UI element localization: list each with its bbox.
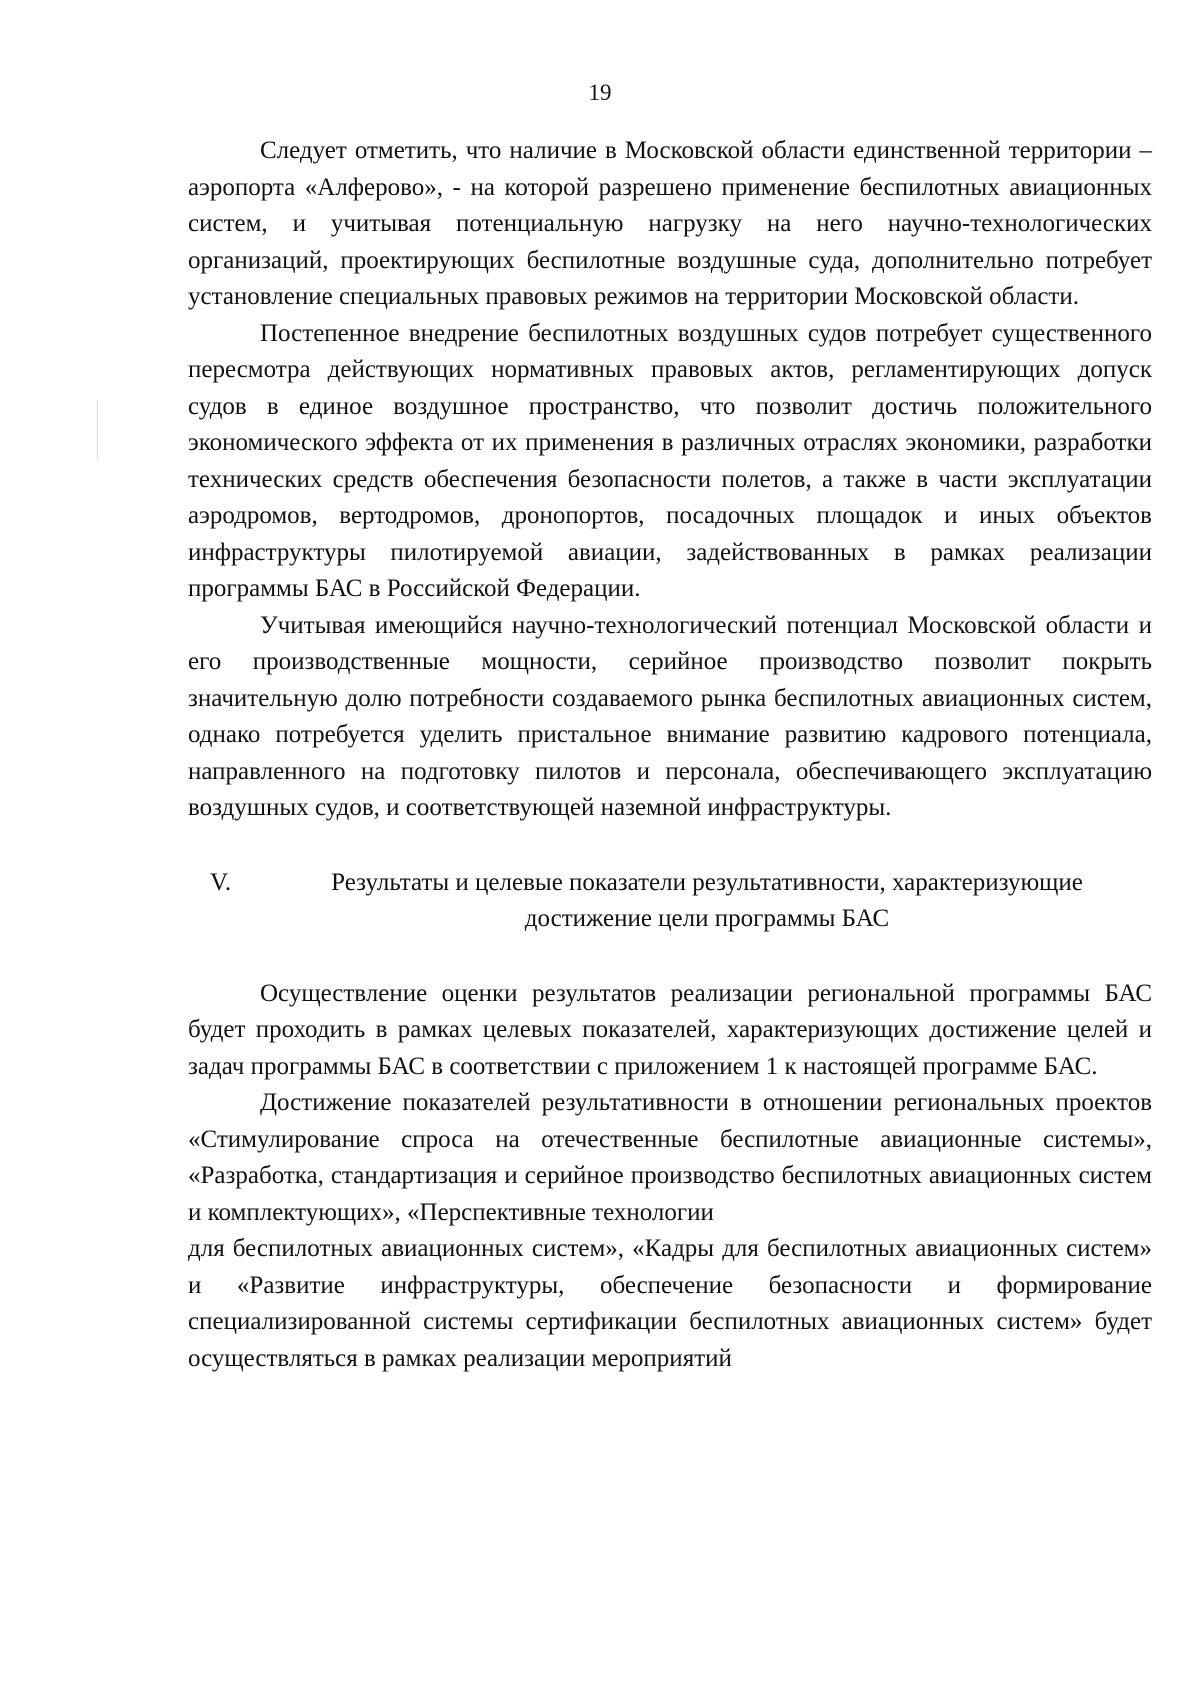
- paragraph-4: Осуществление оценки результатов реализации региональной программы БАС будет проходить в рамках целевых показателей, характеризующих достижение целей и задач программы БАС в соответствии с приложением 1 к настоящей программе БАС.: [188, 979, 1152, 1080]
- paragraph-3: Учитывая имеющийся научно-технологический потенциал Московской области и его производственные мощности, серийное производство позволит покрыть значительную долю потребности создаваемого рынка беспилотных авиационных систем, однако потребуется уделить пристальное внимание развитию кадрового потенциала, направленного на подготовку пилотов и персонала, обеспечивающего эксплуатацию воздушных судов, и соответствующей наземной инфраструктуры.: [188, 611, 1152, 821]
- paragraph-5: Достижение показателей результативности в отношении региональных проектов «Стимулирование спроса на отечественные беспилотные авиационные системы», «Разработка, стандартизация и серийное производство беспилотных авиационных систем и комплектующих», «Перспективные технологии: [188, 1089, 1152, 1226]
- paragraph-2: Постепенное внедрение беспилотных воздушных судов потребует существенного пересмотра действующих нормативных правовых актов, регламентирующих допуск судов в единое воздушное пространство, что позволит достичь положительного экономического эффекта от их применения в различных отраслях экономики, разработки технических средств обеспечения безопасности полетов, а также в части эксплуатации аэродромов, вертодромов, дронопортов, посадочных площадок и иных объектов инфраструктуры пилотируемой авиации, задействованных в рамках реализации программы БАС в Российской Федерации.: [188, 319, 1152, 602]
- scan-margin-mark: [97, 400, 98, 460]
- paragraph-6: для беспилотных авиационных систем», «Кадры для беспилотных авиационных систем» и «Развитие инфраструктуры, обеспечение безопасности и формирование специализированной системы сертификации беспилотных авиационных систем» будет осуществляться в рамках реализации мероприятий: [188, 1235, 1152, 1372]
- paragraph-1: Следует отметить, что наличие в Московской области единственной территории – аэропорта «Алферово», - на которой разрешено применение беспилотных авиационных систем, и учитывая потенциальную нагрузку на него научно-технологических организаций, проектирующих беспилотные воздушные суда, дополнительно потребует установление специальных правовых режимов на территории Московской области.: [188, 137, 1152, 310]
- document-body: [188, 133, 1152, 1377]
- page-number: 19: [588, 80, 612, 105]
- section-title-line-2: достижение цели программы БАС: [524, 905, 890, 932]
- section-title: [272, 865, 1152, 938]
- section-number: V.: [210, 868, 232, 896]
- section-title-line-1: Результаты и целевые показатели результативности, характеризующие: [331, 868, 1083, 896]
- section-heading: [188, 865, 1152, 938]
